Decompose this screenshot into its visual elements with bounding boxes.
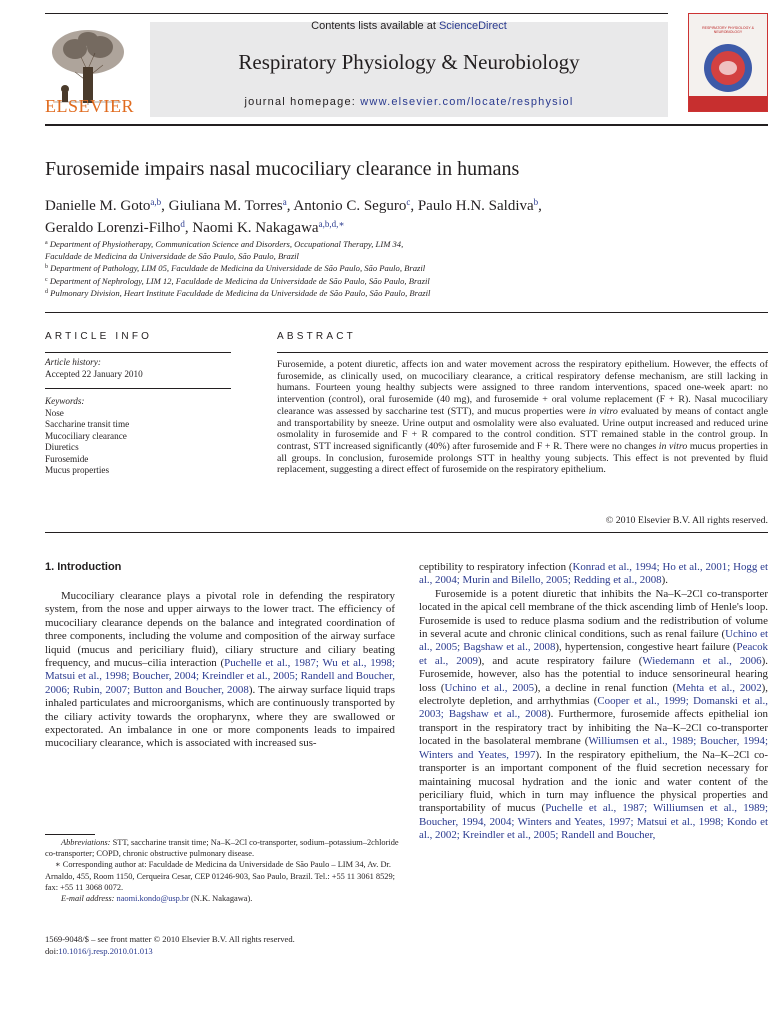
abstract-copyright: © 2010 Elsevier B.V. All rights reserved. [605,515,768,526]
affiliation-item: $^b$ Department of Pathology, LIM 05, Faculdade de Medicina da Universidade de São Paulo, São Paulo, Brazil [45,263,426,273]
affiliation-marker: c [45,276,48,283]
corresponding-author-footnote: ∗ Corresponding author at: Faculdade de Medicina da Universidade de São Paulo – LIM 34, Av. Dr. Arnaldo, 455, Room 1150, Cerqueira Cesar, CEP 01246-903, Sao Paulo, Brazil. Tel.: +55 11 3061 8529; fax: +55 11 3068 0072. [45,860,396,892]
author-affiliation-marker[interactable]: a,b [150,197,162,207]
abstract-italic-2: in vitro [658,440,688,452]
email-link[interactable]: naomi.kondo@usp.br [116,894,189,904]
header-bottom-rule [45,124,768,126]
contents-prefix: Contents lists available at [311,20,439,32]
affiliation-marker: d [45,289,48,295]
keyword-item: Furosemide [45,453,89,464]
affiliation-item: $^c$ Department of Nephrology, LIM 12, Faculdade de Medicina da Universidade de São Paulo, São Paulo, Brazil [45,275,430,286]
keyword-item: Saccharine transit time [45,419,130,429]
intro-right-column [419,561,768,843]
author-separator: , [161,198,169,214]
abstract-italic-1: in vitro [588,405,618,417]
intro-cont-end: ). [661,574,668,587]
intro-paragraph-1 [45,590,395,751]
intro-p2-citation-1[interactable]: Uchino et al., 2005; Bagshaw et al., 2008 [419,628,768,654]
intro-p1-text-b: ). The airway surface liquid traps inhaled particulates and microorganisms, which are continuously transported by the ciliary activity towards the oropharynx, where they are swallowed or expectorated. An imbalance in one or more components leads to impaired mucociliary clearance, which is associated with increased sus- [45,683,395,750]
intro-paragraph-2 [419,588,768,843]
intro-p2-text-f: ), electrolyte depletion, and arrhythmias ( [419,681,768,708]
keywords-rule [45,388,231,389]
author-separator: , [410,198,418,214]
abstract-bottom-rule [45,532,768,533]
author-affiliation-marker[interactable]: c [406,197,411,207]
contents-line [150,20,668,32]
intro-p2-citation-2[interactable]: Peacok et al., 2009 [419,641,768,667]
affiliation-marker: a [45,240,48,246]
homepage-prefix: journal homepage: [244,96,361,108]
author-name: Antonio C. Seguro [293,198,407,214]
author-name: Danielle M. Goto [45,198,151,214]
article-info-heading: ARTICLE INFO [45,331,153,342]
keyword-item: Diuretics [45,442,79,452]
intro-p2-text-g: ). Furthermore, furosemide affects epithelial ion transport in the respiratory tract by inhibiting the Na–K–2Cl co-transporter located in the basolateral membrane ( [419,708,768,748]
keywords-label: Keywords: [45,396,85,406]
publisher-wordmark: ELSEVIER [45,96,134,116]
author-affiliation-marker[interactable]: b [533,197,539,207]
affiliation-item: $^a$ Department of Physiotherapy, Communication Science and Disorders, Occupational Therapy, LIM 34, [45,239,404,249]
introduction-heading: 1. Introduction [45,561,122,573]
intro-p2-citation-8[interactable]: Puchelle et al., 1987; Williumsen et al., 1989; Boucher, 1994, 2004; Winters and Yeates, 1997; Matsui et al., 1998; Kondo et al., 2002; Kreindler et al., 2005; Randell and Boucher, [419,802,768,842]
intro-continuation [419,561,768,588]
author-name: Geraldo Lorenzi-Filho [45,220,181,236]
authors-line-1 [45,193,765,215]
sciencedirect-link[interactable]: ScienceDirect [438,20,507,32]
author-separator: , [184,220,193,236]
intro-p1-citations[interactable]: Puchelle et al., 1987; Wu et al., 1998; Matsui et al., 1998; Boucher, 2004; Kreindler et al., 2005; Randell and Boucher, 2006; Rubin, 2007; Button and Boucher, 2008 [45,657,396,696]
homepage-link[interactable]: www.elsevier.com/locate/resphysiol [360,96,574,108]
intro-p2-text-a: Furosemide is a potent diuretic that inhibits the Na–K–2Cl co-transporter located in the apical cell membrane of the thick ascending limb of Henle's loop. Furosemide is used to reduce plasma sodium and the redistribution of volume in several acute and chronic clinical conditions, such as renal failure ( [419,587,768,641]
doi-line [45,945,405,957]
email-suffix: (N.K. Nakagawa). [188,894,253,904]
footnotes [45,837,400,904]
abstract-text-1: Furosemide, a potent diuretic, affects ion and water movement across the respiratory epithelium. However, the effects of furosemide, as clinically used, on mucociliary clearance, a critical respiratory defense mechanism, are still lacking in humans. Fourteen young healthy subjects were assigned to three random interventions, spaced one-week apart: no intervention (control), oral furosemide (40 mg), and furosemide + oral volume replacement (F + R). Nasal mucociliary clearance was assessed by saccharine test (STT), and mucus properties were [277,359,768,417]
abstract-body [277,359,768,476]
abbreviations-footnote [45,837,400,859]
author-list [45,193,765,237]
intro-p2-text-d: ). Furosemide, however, also has the potential to induce sensorineural hearing loss ( [419,654,768,694]
intro-p2-citation-7[interactable]: Williumsen et al., 1989; Boucher, 1994; Winters and Yeates, 1997 [419,735,768,761]
footnote-rule [45,834,95,835]
article-info-rule [45,352,231,353]
abbreviations-text: STT, saccharine transit time; Na–K–2Cl co-transporter, sodium–potassium–2chloride co-transporter; COPD, chronic obstructive pulmonary disease. [45,838,399,859]
intro-p2-text-b: ), hypertension, congestive heart failure ( [555,641,737,654]
intro-p2-citation-6[interactable]: Cooper et al., 1999; Domanski et al., 2003; Bagshaw et al., 2008 [419,695,768,721]
intro-p1-text-a: Mucociliary clearance plays a pivotal role in defending the respiratory system, from the nose and upper airways to the lower tract. The efficiency of mucociliary clearance depends on the balance and integrated coordination of three components, including the volume and composition of the airway surface liquid (mucus and periciliary fluid), ciliary structure and ciliary beating frequency, and mucus–cilia interaction ( [45,590,395,670]
author-affiliation-marker[interactable]: a,b,d,∗ [318,219,345,229]
affiliation-item: Faculdade de Medicina da Universidade de São Paulo, São Paulo, Brazil [45,250,299,261]
journal-homepage [150,96,668,108]
intro-p2-citation-3[interactable]: Wiedemann et al., 2006 [642,654,762,667]
author-separator: , [538,198,542,214]
history-label: Article history: [45,357,101,367]
intro-p2-text-c: ), and acute respiratory failure ( [478,654,643,667]
affiliation-item: $^d$ Pulmonary Division, Heart Institute Faculdade de Medicina da Universidade de São Paulo, São Paulo, Brazil [45,288,431,298]
authors-line-2 [45,215,765,237]
accepted-date: Accepted 22 January 2010 [45,369,143,379]
abstract-heading: ABSTRACT [277,331,356,342]
abstract-rule [277,352,768,353]
affiliation-marker: b [45,264,48,270]
journal-title: Respiratory Physiology & Neurobiology [238,50,580,74]
author-name: Paulo H.N. Saldiva [417,198,534,214]
intro-cont-text: ceptibility to respiratory infection ( [419,561,573,573]
author-separator: , [286,198,294,214]
intro-cont-citations[interactable]: Konrad et al., 1994; Ho et al., 2001; Hogg et al., 2004; Murin and Bilello, 2005; Redding et al., 2008 [419,561,768,587]
author-name: Giuliana M. Torres [168,198,283,214]
intro-p2-text-h: ). In the respiratory epithelium, the Na–K–2Cl co-transporter is an important component of the fluid secretion necessary for maintaining mucosal hydration and the ionic and water content of the periciliary fluid, which in turn may influence the physical properties and transportability of mucus ( [419,748,768,815]
doi-link[interactable]: 10.1016/j.resp.2010.01.013 [58,946,153,956]
abstract-text-2: evaluated by means of contact angle and transportability by sneeze. Urine output and osmolality were also evaluated. Urine output increased and reduced urine osmolality in furosemide and F + R compared to the control condition. STT remained stable in the control group. In contrast, STT increased significantly (40%) after furosemide and F + R. There were no changes [277,405,768,452]
cover-illustration [689,34,767,112]
keyword-item: Mucus properties [45,465,110,475]
front-matter [45,933,405,957]
intro-p2-text-e: ), a decline in renal function ( [534,681,677,694]
abstract-text-3: mucus properties in all groups. In conclusion, furosemide prolongs STT in healthy young subjects. This effect is not prevented by fluid replacement, suggesting a direct effect of furosemide on the respiratory epithelium. [277,440,768,476]
keyword-item: Nose [45,407,64,418]
keyword-list [45,408,129,477]
doi-prefix: doi: [45,946,59,956]
journal-cover-thumbnail[interactable] [688,13,768,112]
cover-title: RESPIRATORY PHYSIOLOGY & NEUROBIOLOGY [702,26,754,34]
title-separator [45,312,768,313]
intro-p2-citation-4[interactable]: Uchino et al., 2005 [444,681,535,694]
author-name: Naomi K. Nakagawa [192,220,319,236]
author-affiliation-marker[interactable]: d [180,219,185,229]
author-affiliation-marker[interactable]: a [282,197,287,207]
email-footnote [45,893,400,904]
affiliation-list [45,238,645,300]
article-title: Furosemide impairs nasal mucociliary clearance in humans [45,158,520,180]
issn-line: 1569-9048/$ – see front matter © 2010 Elsevier B.V. All rights reserved. [45,934,295,944]
header-top-rule [45,13,668,14]
email-label: E-mail address: [61,894,115,904]
intro-p2-citation-5[interactable]: Mehta et al., 2002 [676,681,762,694]
abbreviations-label: Abbreviations: [61,838,111,847]
keyword-item: Mucociliary clearance [45,430,127,441]
